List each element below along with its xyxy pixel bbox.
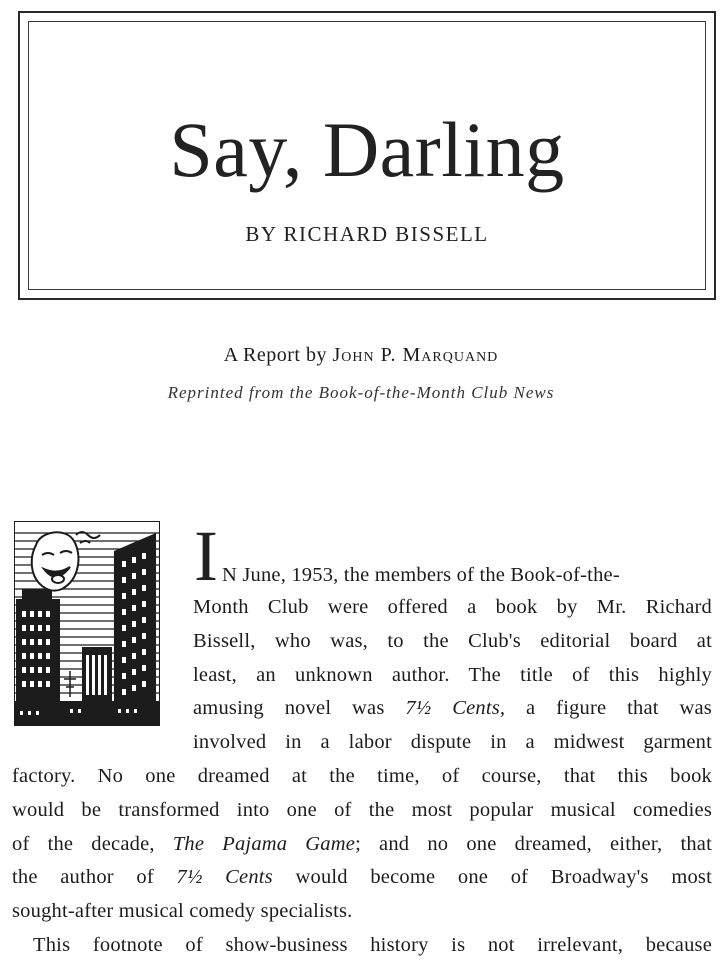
text-line-12: This footnote of show-business history is not irrelevant, because xyxy=(33,934,712,956)
text-line-1: N June, 1953, the members of the Book-of-the- xyxy=(222,564,620,586)
text-line-9 xyxy=(12,834,712,855)
title-frame xyxy=(18,11,716,300)
text-line-5 xyxy=(193,698,712,719)
text-line-10-c: would become one of Broadway's most xyxy=(272,866,713,888)
reprint-source: Reprinted from the Book-of-the-Month Club News xyxy=(167,383,555,402)
text-line-6: involved in a labor dispute in a midwest garment xyxy=(193,731,712,753)
text-line-2: Month Club were offered a book by Mr. Richard xyxy=(193,596,712,618)
text-line-3: Bissell, who was, to the Club's editorial board at xyxy=(193,630,712,652)
text-line-7: factory. No one dreamed at the time, of course, that this book xyxy=(12,765,712,787)
text-line-11: sought-after musical comedy specialists. xyxy=(12,900,353,922)
text-line-8: would be transformed into one of the most popular musical comedies xyxy=(12,799,712,821)
text-line-9-a: of the decade, xyxy=(12,833,173,855)
city-skyline-comedy-mask-icon xyxy=(14,521,160,726)
book-title: Say, Darling xyxy=(169,106,565,193)
report-author: John P. Marquand xyxy=(332,344,499,366)
report-prefix: A Report by xyxy=(223,344,333,366)
report-credit xyxy=(0,344,722,367)
text-line-9-c: ; and no one dreamed, either, that xyxy=(355,833,712,855)
book-title-7-half-cents-2: 7½ Cents xyxy=(176,866,273,888)
drop-cap: I xyxy=(194,516,218,596)
text-line-5-c: a figure that was xyxy=(505,697,712,719)
text-line-4: least, an unknown author. The title of this highly xyxy=(193,664,712,686)
text-line-10 xyxy=(12,867,712,888)
text-line-10-a: the author of xyxy=(12,866,177,888)
text-line-5-a: amusing novel was xyxy=(193,697,406,719)
author-byline: BY RICHARD BISSELL xyxy=(245,222,489,246)
book-title-7-half-cents: 7½ Cents, xyxy=(405,697,506,719)
show-title-pajama-game: The Pajama Game xyxy=(172,833,356,855)
